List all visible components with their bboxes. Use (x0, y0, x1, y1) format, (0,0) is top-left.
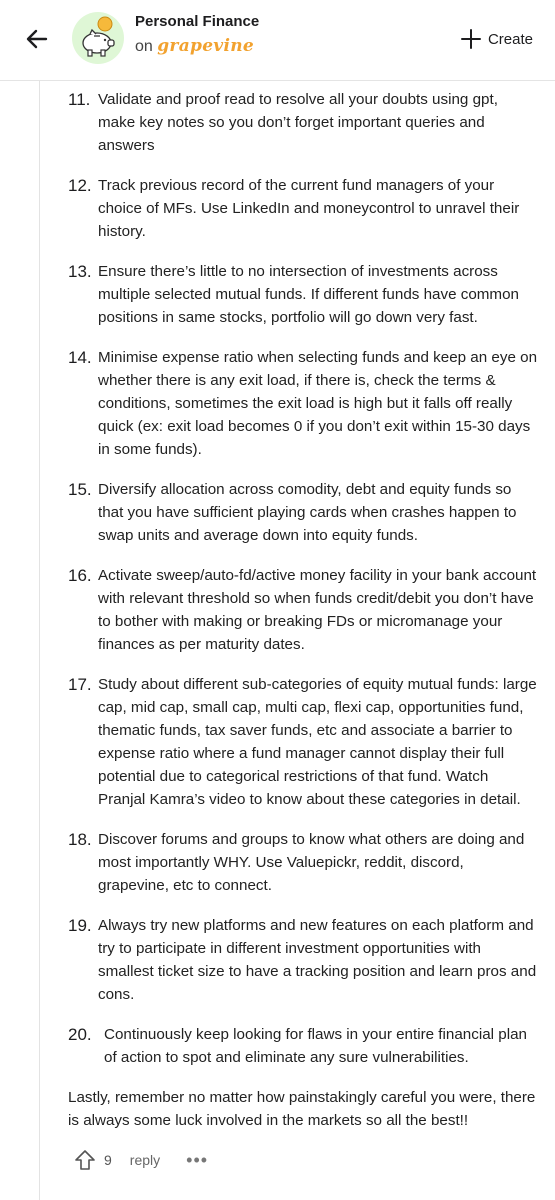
list-number: 11. (68, 90, 91, 109)
list-number: 17. (68, 675, 92, 694)
list-number: 16. (68, 566, 92, 585)
community-subtitle (135, 36, 254, 56)
list-item (68, 1023, 538, 1069)
list-text: Always try new platforms and new features on each platform and try to participate in different investment opportunities with smallest ticket size to have a tracking position and learn pros and cons. (98, 917, 537, 1003)
comment-actions (74, 1148, 208, 1172)
top-bar (0, 0, 555, 81)
more-options-icon[interactable]: ••• (186, 1150, 209, 1170)
list-text: Diversify allocation across comodity, debt and equity funds so that you have sufficient playing cards when crashes happen to swap units and average down into equity funds. (98, 481, 517, 544)
community-avatar[interactable] (72, 12, 124, 64)
list-item (68, 564, 538, 656)
list-item (68, 673, 538, 811)
grapevine-brand: grapevine (157, 36, 255, 56)
list-item (68, 828, 538, 897)
piggy-bank-icon (72, 12, 124, 64)
list-text: Ensure there’s little to no intersection of investments across multiple selected mutual funds. If different funds have common positions in same stocks, portfolio will go down very fast. (98, 263, 519, 326)
list-number: 12. (68, 176, 92, 195)
list-text: Validate and proof read to resolve all your doubts using gpt, make key notes so you don’t forget important queries and answers (98, 91, 498, 154)
create-button[interactable] (460, 26, 533, 52)
list-item (68, 260, 538, 329)
plus-icon (460, 28, 482, 50)
list-item (68, 478, 538, 547)
list-text: Continuously keep looking for flaws in your entire financial plan of action to spot and eliminate any sure vulnerabilities. (104, 1026, 527, 1066)
upvote-arrow-icon[interactable] (74, 1149, 96, 1171)
list-number: 18. (68, 830, 92, 849)
comment-body (68, 88, 538, 1132)
upvote-count: 9 (104, 1152, 112, 1168)
list-number: 14. (68, 348, 92, 367)
list-text: Activate sweep/auto-fd/active money facility in your bank account with relevant threshold so when funds credit/debit you don’t have to bother with making or breaking FDs or micromanage your finances as per maturity dates. (98, 567, 537, 653)
list-text: Minimise expense ratio when selecting funds and keep an eye on whether there is any exit load, if there is, check the terms & conditions, sometimes the exit load is high but it falls off really quick (ex: exit load becomes 0 if you don’t exit within 15-30 days in some funds). (98, 349, 538, 458)
list-item (68, 174, 538, 243)
list-text: Study about different sub-categories of equity mutual funds: large cap, mid cap, small cap, multi cap, flexi cap, opportunities fund, thematic funds, tax saver funds, etc and associate a barrier to expense ratio where a fund manager cannot display their full potential due to categorical restrictions of that fund. Watch Pranjal Kamra’s video to know about these categories in detail. (98, 676, 537, 808)
list-number: 13. (68, 262, 92, 281)
list-item (68, 88, 538, 157)
closing-paragraph: Lastly, remember no matter how painstakingly careful you were, there is always some luck involved in the markets so all the best!! (68, 1089, 536, 1129)
list-item (68, 914, 538, 1006)
list-number: 20. (68, 1025, 92, 1044)
list-number: 19. (68, 916, 92, 935)
list-item (68, 346, 538, 461)
community-title[interactable]: Personal Finance (135, 13, 260, 30)
on-label: on (135, 38, 153, 55)
list-text: Track previous record of the current fund managers of your choice of MFs. Use LinkedIn and moneycontrol to unravel their history. (98, 177, 520, 240)
list-text: Discover forums and groups to know what others are doing and most importantly WHY. Use Valuepickr, reddit, discord, grapevine, etc to connect. (98, 831, 525, 894)
list-number: 15. (68, 480, 92, 499)
create-label: Create (487, 30, 533, 48)
thread-line (39, 80, 40, 1200)
back-arrow-icon[interactable] (24, 26, 50, 52)
reply-button[interactable]: reply (129, 1152, 161, 1168)
